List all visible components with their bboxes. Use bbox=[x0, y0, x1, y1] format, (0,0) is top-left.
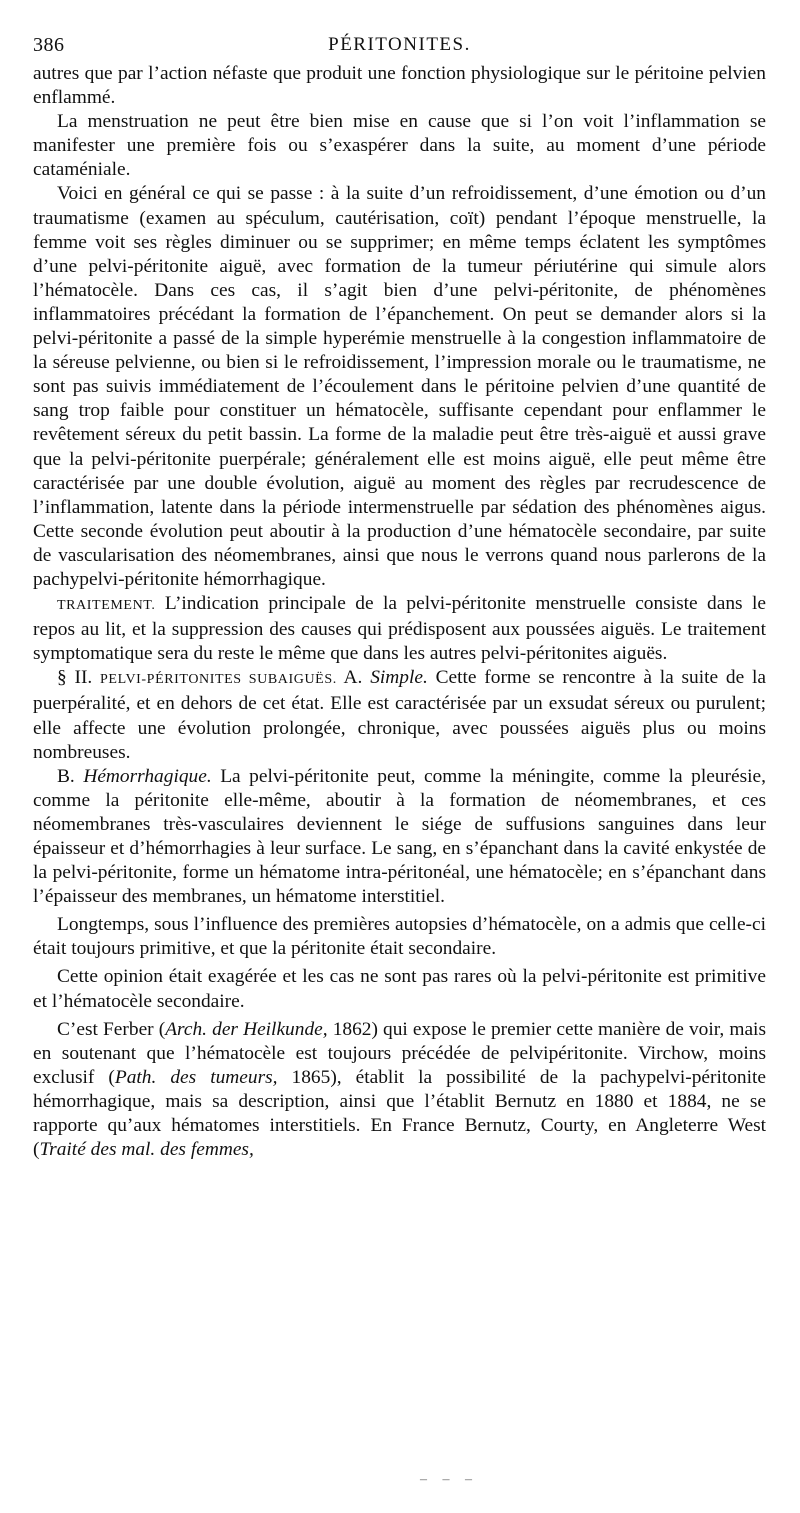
subsection-letter-a: A. bbox=[343, 667, 363, 689]
treatment-text: L’indication principale de la pelvi-péritonite menstruelle consiste dans le repos au lit, et la suppression des causes qui prédisposent aux poussées aiguës. Le traitement symptomatique sera du reste le même que dans les autres pelvi-péritonites aiguës. bbox=[33, 593, 766, 665]
simple-form-text: Cette forme se rencontre à la suite de la puerpéralité, et en dehors de cet état. Elle est caractérisée par un exsudat séreux ou purulent; elle affecte une évolution prolongée, chronique, avec poussées aiguës plus ou moins nombreuses. bbox=[33, 667, 766, 763]
paragraph-continuation: autres que par l’action néfaste que produit une fonction physiologique sur le péritoine pelvien enflammé. bbox=[33, 63, 766, 109]
subsection-title-simple: Simple. bbox=[370, 667, 428, 689]
ferber-text-c: 1865), établit la possibilité de la pachypelvi-péritonite hémorrhagique, mais sa description, ainsi que l’établit Bernutz en 1880 et 1884, ne se rapporte qu’aux hématomes interstitiels. En France Bernutz, Courty, en Angleterre West ( bbox=[33, 1066, 767, 1161]
footer-marks: – – – bbox=[420, 1472, 478, 1487]
paragraph-general-course: Voici en général ce qui se passe : à la suite d’un refroidissement, d’une émotion ou d’un traumatisme (examen au spéculum, cautérisation, coït) pendant l’époque menstruelle, la femme voit ses règles diminuer ou se supprimer; en même temps éclatent les symptômes d’une pelvi-péritonite aiguë, avec formation de la tumeur périutérine qui simule alors l’hématocèle. Dans ces cas, il s’agit bien d’une pelvi-péritonite, de phénomènes inflammatoires précédant la formation de l’épanchement. On peut se demander alors si la pelvi-péritonite a passé de la simple hyperémie menstruelle à la congestion inflammatoire de la séreuse pelvienne, ou bien si le refroidissement, l’impression morale ou le traumatisme, ne sont pas suivis immédiatement de l’écoulement dans le péritoine pelvien d’une quantité de sang trop faible pour constituer un hématocèle, suffisante cependant pour enflammer le revêtement séreux du petit bassin. La forme de la maladie peut être très-aiguë et aussi grave que la pelvi-péritonite puerpérale; généralement elle est moins aiguë, elle peut même être caractérisée par une double évolution, aiguë au moment des règles par recrudescence de l’inflammation, latente dans la période intermenstruelle par sédation des phénomènes aigus. Cette seconde évolution peut aboutir à la production d’une hématocèle secondaire, par suite de vascularisation des néomembranes, ainsi que nous le verrons quand nous parlerons de la pachypelvi-péritonite hémorrhagique. bbox=[33, 183, 766, 590]
treatment-label: TRAITEMENT. bbox=[57, 598, 156, 614]
citation-path-tumeurs: Path. des tumeurs, bbox=[114, 1066, 278, 1088]
paragraph-menstruation: La menstruation ne peut être bien mise en cause que si l’on voit l’inflammation se manifester une première fois ou s’exaspérer dans la suite, au moment d’une période cataméniale. bbox=[33, 111, 766, 181]
section-heading: PELVI-PÉRITONITES SUBAIGUËS. bbox=[100, 672, 337, 688]
section-number: § II. bbox=[57, 667, 93, 689]
ferber-text-a: C’est Ferber ( bbox=[57, 1018, 166, 1040]
subsection-title-hemorrhagic: Hémorrhagique. bbox=[83, 765, 212, 787]
page-number: 386 bbox=[33, 34, 65, 56]
running-title: PÉRITONITES. bbox=[328, 34, 471, 55]
paragraph-autopsies: Longtemps, sous l’influence des premières autopsies d’hématocèle, on a admis que celle-ci était toujours primitive, et que la péritonite était secondaire. bbox=[33, 914, 766, 960]
paragraph-section-subacute bbox=[33, 666, 766, 764]
paragraph-treatment bbox=[33, 592, 766, 666]
ferber-text-b: 1862) qui expose le premier cette manière de voir, mais en soutenant que l’hématocèle est toujours précédée de pelvipéritonite. Virchow, moins exclusif ( bbox=[33, 1018, 766, 1088]
subsection-letter-b: B. bbox=[57, 765, 75, 787]
citation-arch-heilkunde: Arch. der Heilkunde, bbox=[165, 1018, 328, 1040]
paragraph-opinion: Cette opinion était exagérée et les cas ne sont pas rares où la pelvi-péritonite est primitive et l’hématocèle secondaire. bbox=[33, 966, 766, 1012]
body-text bbox=[33, 62, 766, 1162]
running-header bbox=[33, 28, 766, 58]
hemorrhagic-text: La pelvi-péritonite peut, comme la méningite, comme la pleurésie, comme la péritonite elle-même, aboutir à la formation de néomembranes, et ces néomembranes très-vasculaires deviennent le siége de suffusions sanguines dans leur épaisseur et d’hémorrhagies à leur surface. Le sang, en s’épanchant dans la cavité enkystée de la pelvi-péritonite, forme un hématome intra-péritonéal, une hématocèle; en s’épanchant dans l’épaisseur des membranes, un hématome interstitiel. bbox=[33, 765, 766, 908]
paragraph-hemorrhagic bbox=[33, 765, 766, 910]
paragraph-ferber bbox=[33, 1018, 766, 1163]
citation-traite-femmes: Traité des mal. des femmes, bbox=[39, 1139, 254, 1161]
